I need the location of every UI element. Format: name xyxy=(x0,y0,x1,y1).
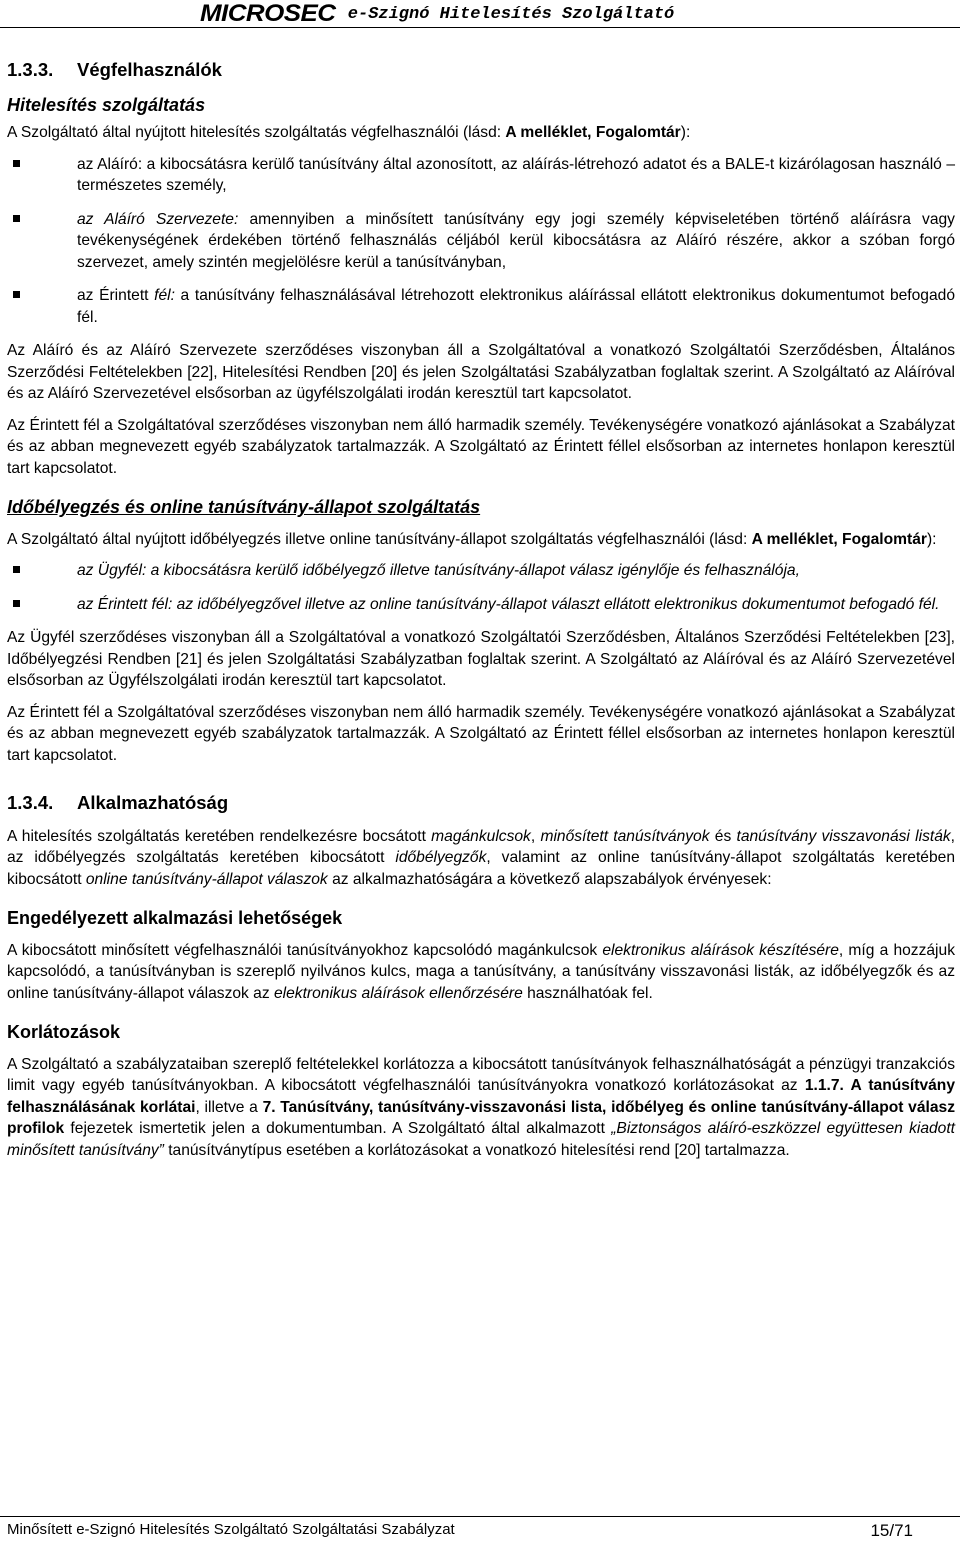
list-item: az Érintett fél: a tanúsítvány felhasználásával létrehozott elektronikus aláírással ellátott elektronikus dokumentumot befogadó fél. xyxy=(7,285,955,328)
paragraph: A kibocsátott minősített végfelhasználói tanúsítványokhoz kapcsolódó magánkulcsok elektronikus aláírások készítésére, míg a hozzájuk kapcsolódó, a tanúsítványban is szereplő nyilvános kulcs, maga a tanúsítvány, a tanúsítvány visszavonási listák, az időbélyegzők és az online tanúsítvány-állapot válaszok az elektronikus aláírások ellenőrzésére használhatóak fel. xyxy=(7,941,955,1002)
bullet-list xyxy=(7,560,955,615)
section-heading-1-3-3 xyxy=(7,59,955,81)
paragraph: Az Érintett fél a Szolgáltatóval szerződéses viszonyban nem álló harmadik személy. Tevékenységére vonatkozó ajánlásokat a Szabályzat és az abban megnevezett egyéb szabályzatok tartalmazzák. A Szolgáltató az Érintett féllel elsősorban az internetes honlapon keresztül tart kapcsolatot. xyxy=(7,416,955,477)
microsec-logo: MICROSEC xyxy=(200,0,336,27)
section-number: 1.3.4. xyxy=(7,792,54,813)
header-subtitle: e-Szignó Hitelesítés Szolgáltató xyxy=(347,5,675,24)
page-number: 15/71 xyxy=(870,1521,913,1540)
paragraph: A Szolgáltató a szabályzataiban szereplő feltételekkel korlátozza a kibocsátott tanúsítványok felhasználhatóságát a pénzügyi tranzakciós limit vagy egyéb tanúsítványokban. A kibocsátott végfelhasználói tanúsítványokra vonatkozó korlátozásokat az 1.1.7. A tanúsítvány felhasználásának korlátai, illetve a 7. Tanúsítvány, tanúsítvány-visszavonási lista, időbélyeg és online tanúsítvány-állapot válasz profilok fejezetek ismertetik jelen a dokumentumban. A Szolgáltató által alkalmazott „Biztonságos aláíró-eszközzel együttesen kiadott minősített tanúsítvány” tanúsítványtípus esetében a korlátozásokat a vonatkozó hitelesítési rend [20] tartalmazza. xyxy=(7,1055,956,1159)
paragraph: A Szolgáltató által nyújtott hitelesítés szolgáltatás végfelhasználói (lásd: A melléklet, Fogalomtár): xyxy=(7,124,691,141)
bullet-list xyxy=(7,154,955,329)
list-item: az Érintett fél: az időbélyegzővel illetve az online tanúsítvány-állapot választ ellátott elektronikus dokumentumot befogadó fél. xyxy=(7,594,955,616)
subheading-hitelesites: Hitelesítés szolgáltatás xyxy=(7,94,206,115)
footer-title: Minősített e-Szignó Hitelesítés Szolgáltató Szolgáltatási Szabályzat xyxy=(7,1521,455,1538)
list-item: az Aláíró Szervezete: amennyiben a minősített tanúsítvány egy jogi személy képviseletében történő aláírásra vagy tevékenységének érdekében történő felhasználás céljából kerül kibocsátásra az Aláíró részére, akkor a szóban forgó szervezet, amely szintén megjelölésre kerül a tanúsítványban, xyxy=(7,209,955,274)
page-content xyxy=(7,30,955,1171)
section-number: 1.3.3. xyxy=(7,59,54,80)
page-footer xyxy=(7,1521,953,1538)
subheading-engedelyezett: Engedélyezett alkalmazási lehetőségek xyxy=(7,908,343,928)
footer-rule xyxy=(0,1516,960,1517)
list-item: az Aláíró: a kibocsátásra kerülő tanúsítvány által azonosított, az aláírás-létrehozó adatot és a BALE-t kizárólagosan használó – természetes személy, xyxy=(7,154,955,197)
list-item: az Ügyfél: a kibocsátásra kerülő időbélyegző illetve tanúsítvány-állapot válasz igénylője és felhasználója, xyxy=(7,560,955,582)
subheading-idobelyegzes: Időbélyegzés és online tanúsítvány-állapot szolgáltatás xyxy=(7,497,481,517)
paragraph: Az Ügyfél szerződéses viszonyban áll a Szolgáltatóval a vonatkozó Szolgáltatói Szerződésben, Általános Szerződési Feltételekben [23], Időbélyegzési Rendben [21] és jelen Szolgáltatási Szabályzatban foglaltak szerint. A Szolgáltató az Aláíróval és az Aláíró Szervezetével elsősorban az Ügyfélszolgálati irodán keresztül tart kapcsolatot. xyxy=(7,629,955,689)
paragraph: A hitelesítés szolgáltatás keretében rendelkezésre bocsátott magánkulcsok, minősített tanúsítványok és tanúsítvány visszavonási listák, az időbélyegzés szolgáltatás keretében kibocsátott időbélyegzők, valamint az online tanúsítvány-állapot szolgáltatás keretében kibocsátott online tanúsítvány-állapot válaszok az alkalmazhatóságára a következő alapszabályok érvényesek: xyxy=(7,827,956,888)
section-heading-1-3-4 xyxy=(7,792,955,814)
subheading-korlatozasok: Korlátozások xyxy=(7,1022,121,1042)
header-rule xyxy=(0,27,960,28)
paragraph: A Szolgáltató által nyújtott időbélyegzés illetve online tanúsítvány-állapot szolgáltatás végfelhasználói (lásd: A melléklet, Fogalomtár): xyxy=(7,530,937,548)
paragraph: Az Érintett fél a Szolgáltatóval szerződéses viszonyban nem álló harmadik személy. Tevékenységére vonatkozó ajánlásokat a Szabályzat és az abban megnevezett egyéb szabályzatok tartalmazzák. A Szolgáltató az Érintett féllel elsősorban az internetes honlapon keresztül tart kapcsolatot. xyxy=(7,703,955,764)
page-header xyxy=(200,2,674,26)
paragraph: Az Aláíró és az Aláíró Szervezete szerződéses viszonyban áll a Szolgáltatóval a vonatkozó Szolgáltatói Szerződésben, Általános Szerződési Feltételekben [22], Hitelesítési Rendben [20] és jelen Szolgáltatási Szabályzatban foglaltak szerint. A Szolgáltató az Aláíróval és az Aláíró Szervezetével elsősorban az ügyfélszolgálati irodán keresztül tart kapcsolatot. xyxy=(7,342,955,402)
section-title: Alkalmazhatóság xyxy=(77,792,229,813)
section-title: Végfelhasználók xyxy=(77,59,222,80)
